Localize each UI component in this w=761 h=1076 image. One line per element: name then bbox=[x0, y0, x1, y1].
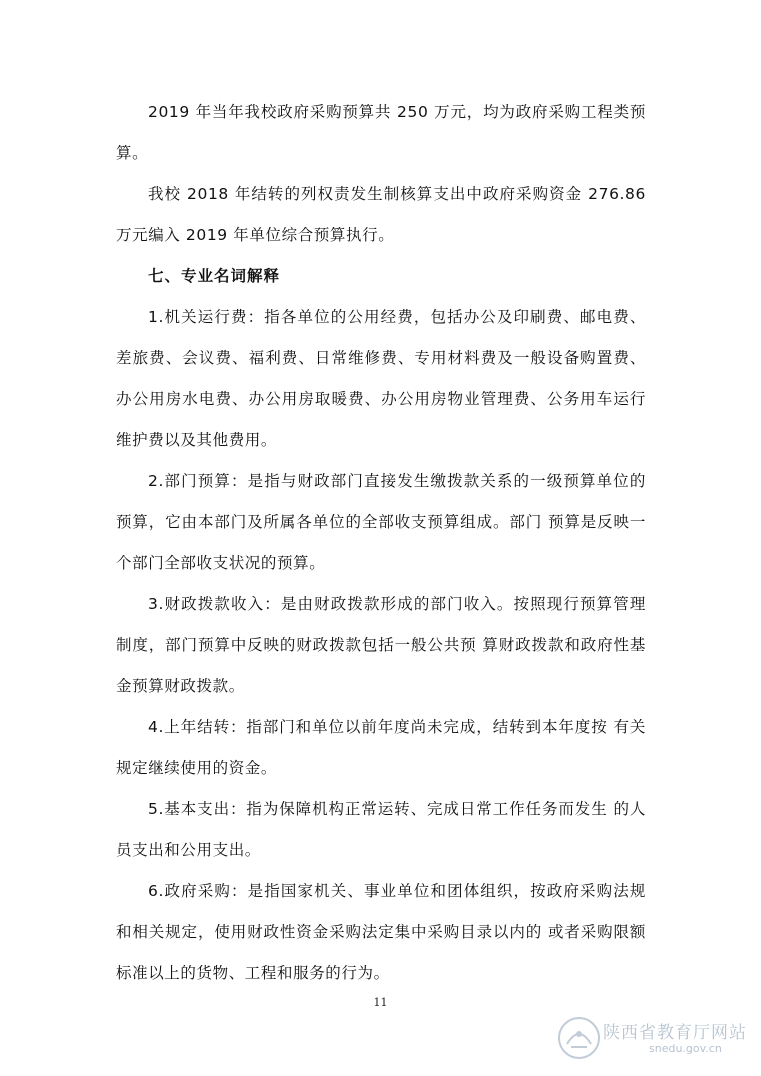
page-number: 11 bbox=[373, 996, 388, 1009]
watermark-title: 陕西省教育厅网站 bbox=[603, 1023, 747, 1043]
section-heading: 七、专业名词解释 bbox=[148, 267, 281, 285]
definition-item: 4.上年结转：指部门和单位以前年度尚未完成，结转到本年度按 有关规定继续使用的资金。 bbox=[116, 718, 646, 777]
site-watermark bbox=[557, 1012, 747, 1064]
paragraph-procurement-budget: 2019 年当年我校政府采购预算共 250 万元，均为政府采购工程类预算。 bbox=[116, 103, 646, 162]
definition-item: 5.基本支出：指为保障机构正常运转、完成日常工作任务而发生 的人员支出和公用支出。 bbox=[116, 800, 646, 859]
watermark-url: snedu.gov.cn bbox=[649, 1042, 722, 1055]
definition-item: 6.政府采购：是指国家机关、事业单位和团体组织，按政府采购法规和相关规定，使用财政性资金采购法定集中采购目录以内的 或者采购限额标准以上的货物、工程和服务的行为。 bbox=[116, 882, 646, 982]
shaanxi-education-logo-icon bbox=[557, 1016, 601, 1060]
definition-item: 1.机关运行费：指各单位的公用经费，包括办公及印刷费、邮电费、差旅费、会议费、福利费、日常维修费、专用材料费及一般设备购置费、办公用房水电费、办公用房取暖费、办公用房物业管理费、公务用车运行维护费以及其他费用。 bbox=[116, 308, 646, 449]
definition-item: 3.财政拨款收入：是由财政拨款形成的部门收入。按照现行预算管理制度，部门预算中反映的财政拨款包括一般公共预 算财政拨款和政府性基金预算财政拨款。 bbox=[116, 595, 646, 695]
definition-item: 2.部门预算：是指与财政部门直接发生缴拨款关系的一级预算单位的预算，它由本部门及所属各单位的全部收支预算组成。部门 预算是反映一个部门全部收支状况的预算。 bbox=[116, 472, 646, 572]
paragraph-carryover-funds: 我校 2018 年结转的列权责发生制核算支出中政府采购资金 276.86 万元编入 2019 年单位综合预算执行。 bbox=[116, 185, 646, 244]
